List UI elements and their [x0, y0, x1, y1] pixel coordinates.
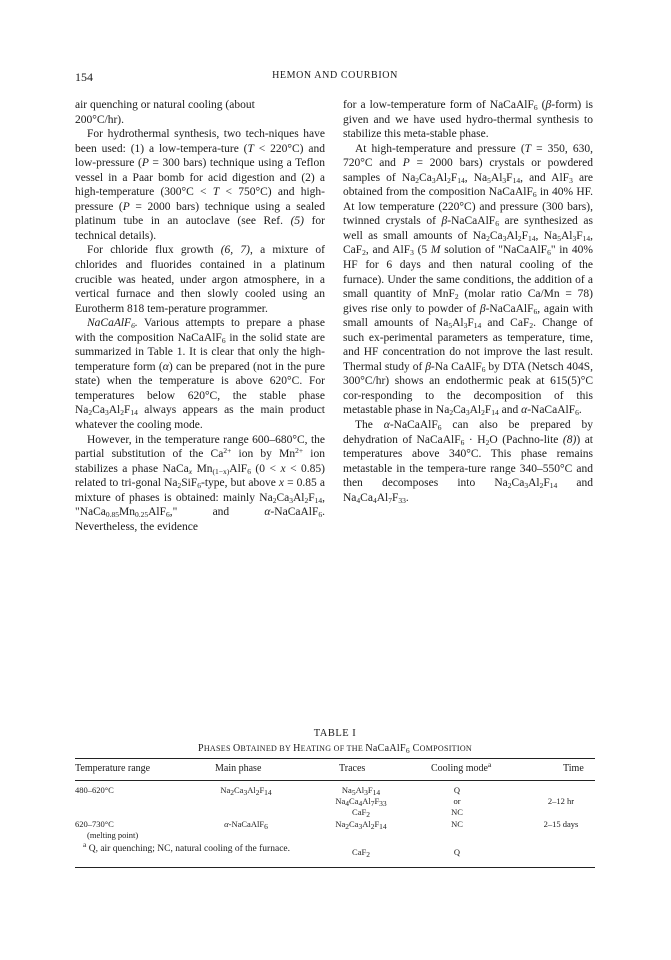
table-cell: or [453, 796, 461, 806]
table-caption: PHASES OBTAINED BY HEATING OF THE NaCaAlF$_6$ COMPOSITION [197, 743, 472, 755]
right-paragraph-2: At high-temperature and pressure (T = 350, 630, 720°C and P = 2000 bars) crystals or powdered samples of $Na_2Ca_3Al_2F_{14}$, $Na_5Al_3F_{14}$, and AlF$_3$ are obtained from the composition NaCaAlF$_6$ in 40% HF. At low temperature (220°C) and pressure (300 bars), twinned crystals of β-NaCaAlF$_6$ are synthesized as well as small amounts of $Na_2Ca_3Al_2F_{14}$, $Na_5Al_3F_{14}$, CaF$_2$, and AlF$_3$ (5 M solution of "NaCaAlF$_6$" in 40% HF for 6 days and then natural cooling of the furnace). Under the same conditions, the addition of a small quantity of MnF$_2$ (molar ratio Ca/Mn = 78) gives rise only to powder of β-NaCaAlF$_6$, again with small amounts of $Na_5Al_3F_{14}$ and CaF$_2$. Change of such ex-perimental parameters as temperature, time, and HF concentration do not improve the last result. Thermal study of β-Na CaAlF$_6$ by DTA (Netsch 404S, 300°C/hr) shows an endothermic peak at 615(5)°C cor-responding to the decomposition of this metastable phase in $Na_2Ca_3Al_2F_{14}$ and α-NaCaAlF$_6$. [343, 142, 593, 418]
section-heading: NaCaAlF$_6$. [87, 317, 138, 331]
header-cooling-mode: Cooling mode$^a$ [431, 760, 492, 774]
table-cell: α-NaCaAlF$_6$ [224, 819, 268, 831]
left-column [75, 98, 325, 534]
left-paragraph-3: For chloride flux growth (6, 7), a mixture of chlorides and fluorides contained in a platinum crucible was heated, under argon atmosphere, in a vertical furnace and then slowly cooled using an Eurotherm 818 tem-perature programmer. [75, 244, 325, 315]
left-paragraph-1: air quenching or natural cooling (about 200°C/hr). [75, 99, 255, 126]
header-time: Time [563, 763, 584, 774]
table-cell: NC [451, 807, 463, 817]
table-cell: Q [453, 847, 461, 857]
running-head: HEMON AND COURBION [272, 70, 398, 81]
table-cell: $Na_2Ca_3Al_2F_{14}$ [220, 785, 272, 797]
table-cell: $Na_5Al_3F_{14}$ [341, 785, 381, 797]
header-main-phase: Main phase [215, 763, 262, 774]
right-paragraph-3: The α-NaCaAlF$_6$ can also be prepared by dehydration of NaCaAlF$_6$ · $H_2O$ (Pachno-lite (8)) at temperatures above 340°C. This phase remains metastable in the tempera-ture range 340–550°C and then decomposes into $Na_2Ca_3Al_2F_{14}$ and $Na_4Ca_4Al_7F_{33}$. [343, 419, 593, 505]
right-paragraph-1: for a low-temperature form of NaCaAlF$_6$ (β-form) is given and we have used hydro-thermal synthesis to stabilize this meta-stable phase. [343, 99, 593, 141]
table-cell: Q [453, 785, 461, 795]
table-header-row [75, 759, 595, 781]
table-cell: NC [451, 819, 463, 829]
left-paragraph-5: However, in the temperature range 600–680°C, the partial substitution of the $Ca^{2+}$ ion by $Mn^{2+}$ ion stabilizes a phase NaCa$_x$ $Mn_{(1-x)}AlF_6$ (0 < x < 0.85) related to tri-gonal $Na_2SiF_6$-type, but above x = 0.85 a mixture of phases is obtained: mainly $Na_2Ca_3Al_2F_{14}$, "$NaCa_{0.85}Mn_{0.25}AlF_6$," and α-NaCaAlF$_6$. Nevertheless, the evidence [75, 433, 326, 533]
table-cell: $Na_4Ca_4Al_7F_{33}$ [335, 796, 387, 808]
table-cell: 2–15 days [543, 819, 579, 829]
table-cell: CaF$_2$ [352, 807, 370, 819]
left-paragraph-4: NaCaAlF$_6$. Various attempts to prepare a phase with the composition NaCaAlF$_6$ in the solid state are summarized in Table 1. It is clear that only the high-temperature form (α) can be prepared (not in the pure state) when the temperature is above 620°C. For temperatures below 620°C, the stable phase $Na_2Ca_3Al_2F_{14}$ always appears as the main product whatever the cooling mode. [75, 317, 325, 432]
table-cell: $Na_2Ca_3Al_2F_{14}$ [335, 819, 387, 831]
table-cell: 480–620°C [75, 785, 114, 795]
page-header [75, 70, 595, 86]
header-traces: Traces [339, 763, 366, 774]
page-number: 154 [75, 70, 93, 84]
table-cell: (melting point) [87, 830, 139, 840]
table-footnote: $^a$ Q, air quenching; NC, natural cooling of the furnace. [83, 840, 290, 854]
header-temperature: Temperature range [75, 763, 151, 774]
table-cell: 2–12 hr [547, 796, 575, 806]
right-column [343, 98, 593, 505]
table-cell: 620–730°C [75, 819, 114, 829]
table-body [75, 781, 595, 868]
table-cell: CaF$_2$ [352, 847, 370, 859]
table-label: TABLE I [313, 728, 357, 739]
left-paragraph-2: For hydrothermal synthesis, two tech-niques have been used: (1) a low-tempera-ture (T < 220°C) and low-pressure (P = 300 bars) technique using a Teflon vessel in a Paar bomb for acid digestion and (2) a high-temperature (300°C < T < 750°C) and high-pressure (P = 2000 bars) technique using a sealed platinum tube in an autoclave (see Ref. (5) for technical details). [75, 128, 325, 242]
